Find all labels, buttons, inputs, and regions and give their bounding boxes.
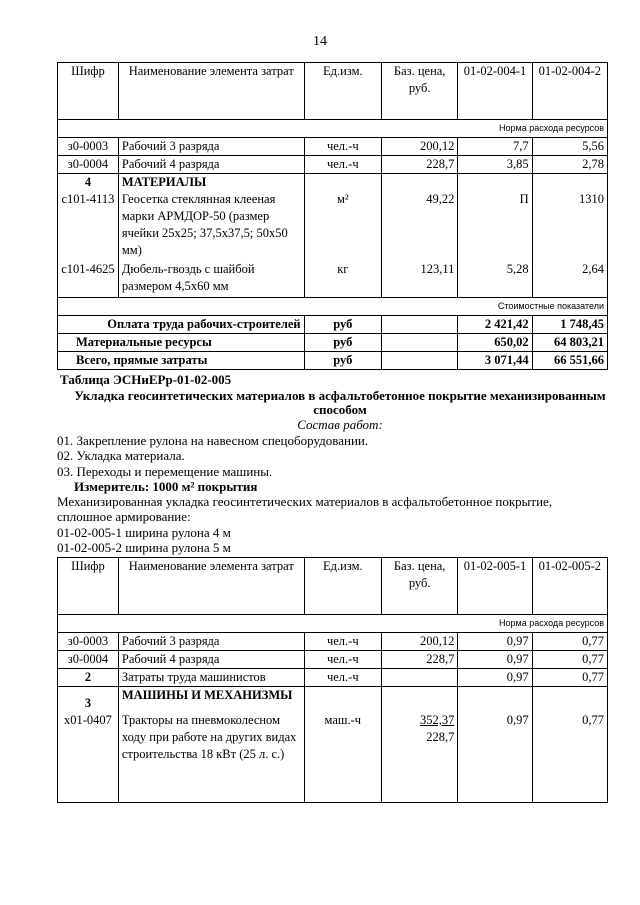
- row-price: 200,12: [382, 138, 458, 156]
- variant-item: 01-02-005-1 ширина рулона 4 м: [57, 525, 231, 540]
- header-col-b: 01-02-005-2: [532, 558, 607, 615]
- header-unit: Ед.изм.: [304, 63, 381, 120]
- resource-table-1: [57, 62, 608, 370]
- row-unit: чел.-ч: [304, 156, 381, 174]
- row-val-a: 3,85: [458, 156, 532, 174]
- table-row: [58, 669, 608, 687]
- section-row: [58, 174, 608, 192]
- row-price-primary: 352,37: [419, 713, 455, 727]
- total-unit: руб: [304, 334, 381, 352]
- row-price: 49,22: [382, 191, 458, 261]
- table-title: Таблица ЭСНиЕРр-01-02-005: [60, 372, 232, 387]
- row-val-b: 2,64: [532, 261, 607, 298]
- work-item: 01. Закрепление рулона на навесном спецоборудовании.: [57, 433, 369, 448]
- description-line1: Механизированная укладка геосинтетических материалов в асфальтобетонное покрытие,: [57, 494, 553, 509]
- cost-label: Стоимостные показатели: [58, 298, 608, 316]
- header-code: Шифр: [58, 558, 119, 615]
- total-val-b: 1 748,45: [532, 316, 607, 334]
- row-name: Рабочий 4 разряда: [118, 651, 304, 669]
- row-unit: чел.-ч: [304, 669, 381, 687]
- resource-table-2: [57, 557, 608, 803]
- norm-label: Норма расхода ресурсов: [58, 120, 608, 138]
- row-name: Геосетка стеклянная клееная марки АРМДОР-50 (размер ячейки 25х25; 37,5х37,5; 50х50 мм): [118, 191, 304, 261]
- row-name: Затраты труда машинистов: [118, 669, 304, 687]
- row-unit: чел.-ч: [304, 138, 381, 156]
- table-row: [58, 651, 608, 669]
- total-val-a: 2 421,42: [458, 316, 532, 334]
- section-number: 3: [58, 687, 119, 713]
- header-col-b: 01-02-004-2: [532, 63, 607, 120]
- total-row: [58, 334, 608, 352]
- row-code: 2: [58, 669, 119, 687]
- row-val-a: П: [458, 191, 532, 261]
- table-row: [58, 191, 608, 261]
- page-number: 14: [313, 34, 327, 49]
- row-val-b: 0,77: [532, 651, 607, 669]
- header-name: Наименование элемента затрат: [118, 558, 304, 615]
- row-price: 200,12: [382, 633, 458, 651]
- header-name: Наименование элемента затрат: [118, 63, 304, 120]
- section-row: [58, 687, 608, 713]
- table-header-row: [58, 63, 608, 120]
- row-val-b: 2,78: [532, 156, 607, 174]
- header-price: Баз. цена, руб.: [382, 558, 458, 615]
- total-unit: руб: [304, 316, 381, 334]
- row-price: 228,7: [382, 651, 458, 669]
- meter: Измеритель: 1000 м² покрытия: [74, 479, 258, 494]
- row-val-b: 0,77: [532, 633, 607, 651]
- table-row: [58, 138, 608, 156]
- description-line2: сплошное армирование:: [57, 509, 191, 524]
- row-price: [382, 712, 458, 803]
- row-unit: чел.-ч: [304, 651, 381, 669]
- row-name: Рабочий 3 разряда: [118, 138, 304, 156]
- row-val-a: 0,97: [458, 669, 532, 687]
- table-row: [58, 261, 608, 298]
- row-val-a: 7,7: [458, 138, 532, 156]
- variant-item: 01-02-005-2 ширина рулона 5 м: [57, 540, 231, 555]
- header-price: Баз. цена, руб.: [382, 63, 458, 120]
- work-item: 03. Переходы и перемещение машины.: [57, 464, 273, 479]
- row-unit: чел.-ч: [304, 633, 381, 651]
- row-name: Рабочий 3 разряда: [118, 633, 304, 651]
- row-price-secondary: 228,7: [426, 730, 455, 744]
- total-row: [58, 352, 608, 370]
- row-code: с101-4113: [58, 191, 119, 261]
- row-code: з0-0003: [58, 633, 119, 651]
- row-unit: м²: [304, 191, 381, 261]
- row-name: Дюбель-гвоздь с шайбой размером 4,5х60 мм: [118, 261, 304, 298]
- row-val-a: 0,97: [458, 633, 532, 651]
- row-name: Рабочий 4 разряда: [118, 156, 304, 174]
- row-code: з0-0003: [58, 138, 119, 156]
- row-unit: маш.-ч: [304, 712, 381, 803]
- row-val-a: 0,97: [458, 712, 532, 803]
- total-unit: руб: [304, 352, 381, 370]
- row-val-b: 0,77: [532, 712, 607, 803]
- row-price: 123,11: [382, 261, 458, 298]
- row-code: с101-4625: [58, 261, 119, 298]
- row-val-a: 0,97: [458, 651, 532, 669]
- norm-label: Норма расхода ресурсов: [58, 615, 608, 633]
- total-name: Оплата труда рабочих-строителей: [58, 316, 305, 334]
- section-name: МАШИНЫ И МЕХАНИЗМЫ: [118, 687, 304, 713]
- header-unit: Ед.изм.: [304, 558, 381, 615]
- header-col-a: 01-02-004-1: [458, 63, 532, 120]
- total-val-a: 650,02: [458, 334, 532, 352]
- header-code: Шифр: [58, 63, 119, 120]
- section-number: 4: [58, 174, 119, 192]
- row-val-a: 5,28: [458, 261, 532, 298]
- header-col-a: 01-02-005-1: [458, 558, 532, 615]
- total-val-b: 66 551,66: [532, 352, 607, 370]
- section-name: МАТЕРИАЛЫ: [118, 174, 304, 192]
- row-code: х01-0407: [58, 712, 119, 803]
- section-title-line1: Укладка геосинтетических материалов в асфальтобетонное покрытие механизированным: [74, 388, 606, 403]
- row-code: з0-0004: [58, 156, 119, 174]
- section-title-line2: способом: [313, 402, 367, 417]
- total-name: Материальные ресурсы: [58, 334, 305, 352]
- total-name: Всего, прямые затраты: [58, 352, 305, 370]
- table-row: [58, 156, 608, 174]
- row-val-b: 0,77: [532, 669, 607, 687]
- total-row: [58, 316, 608, 334]
- total-val-a: 3 071,44: [458, 352, 532, 370]
- table-header-row: [58, 558, 608, 615]
- table-row: [58, 633, 608, 651]
- row-unit: кг: [304, 261, 381, 298]
- row-name: Тракторы на пневмоколесном ходу при работе на других видах строительства 18 кВт (25 л. с.): [118, 712, 304, 803]
- total-val-b: 64 803,21: [532, 334, 607, 352]
- works-heading: Состав работ:: [297, 417, 383, 432]
- table-row: [58, 712, 608, 803]
- work-item: 02. Укладка материала.: [57, 448, 185, 463]
- row-val-b: 5,56: [532, 138, 607, 156]
- row-val-b: 1310: [532, 191, 607, 261]
- row-price: 228,7: [382, 156, 458, 174]
- row-code: з0-0004: [58, 651, 119, 669]
